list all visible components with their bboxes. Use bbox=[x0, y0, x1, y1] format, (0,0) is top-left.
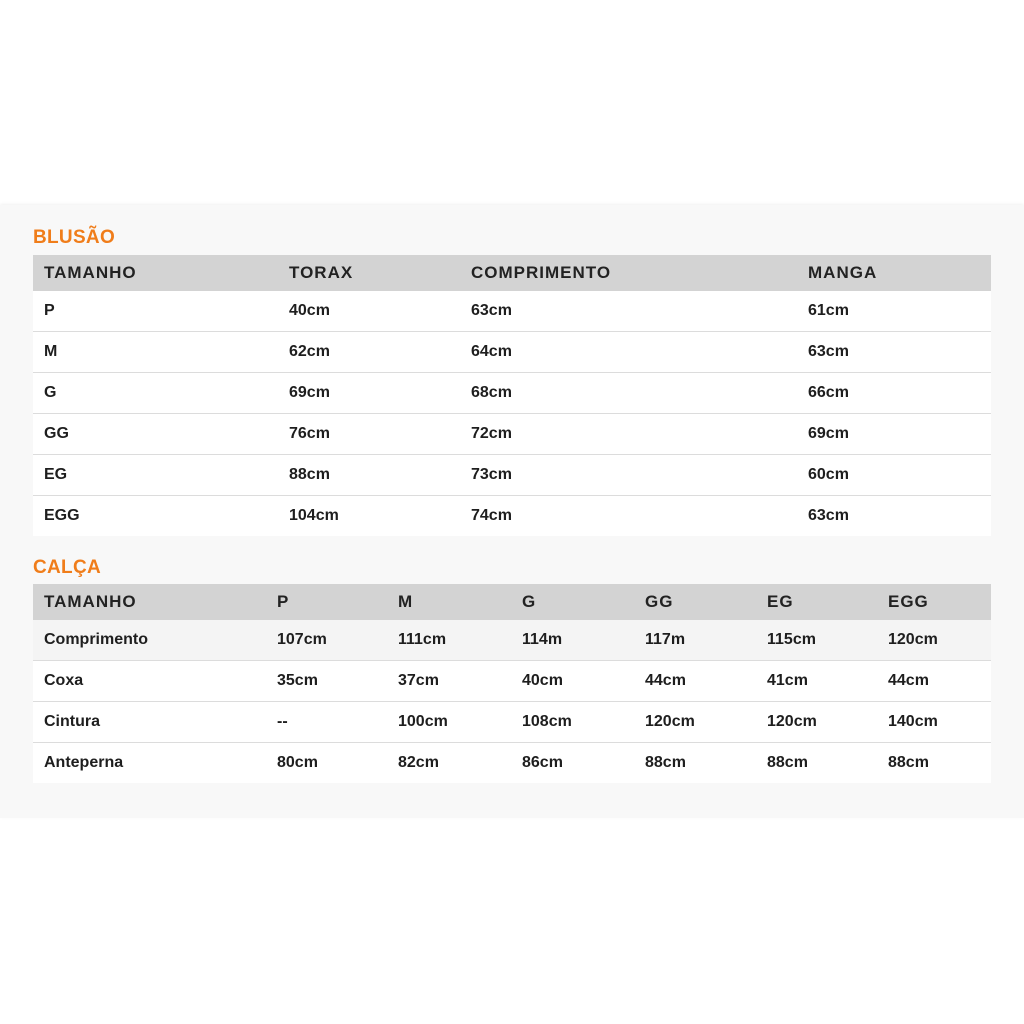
table-row bbox=[33, 373, 991, 414]
table-row bbox=[33, 496, 991, 537]
table-row bbox=[33, 332, 991, 373]
table-row bbox=[33, 620, 991, 661]
value-cell: 37cm bbox=[387, 661, 511, 702]
manga-cell: 63cm bbox=[797, 496, 991, 537]
calca-size-table bbox=[33, 584, 991, 783]
column-header-tamanho: TAMANHO bbox=[33, 584, 266, 620]
torax-cell: 88cm bbox=[278, 455, 460, 496]
blusao-section-title: BLUSÃO bbox=[33, 227, 116, 248]
value-cell: 88cm bbox=[634, 743, 756, 784]
manga-cell: 66cm bbox=[797, 373, 991, 414]
size-cell: GG bbox=[33, 414, 278, 455]
column-header-torax: TORAX bbox=[278, 255, 460, 291]
comprimento-cell: 72cm bbox=[460, 414, 797, 455]
value-cell: 44cm bbox=[877, 661, 991, 702]
value-cell: 100cm bbox=[387, 702, 511, 743]
value-cell: 44cm bbox=[634, 661, 756, 702]
measure-label-cell: Coxa bbox=[33, 661, 266, 702]
comprimento-cell: 64cm bbox=[460, 332, 797, 373]
value-cell: 120cm bbox=[877, 620, 991, 661]
measure-label-cell: Comprimento bbox=[33, 620, 266, 661]
table-row bbox=[33, 414, 991, 455]
manga-cell: 63cm bbox=[797, 332, 991, 373]
manga-cell: 61cm bbox=[797, 291, 991, 332]
value-cell: 86cm bbox=[511, 743, 634, 784]
comprimento-cell: 68cm bbox=[460, 373, 797, 414]
table-row bbox=[33, 743, 991, 784]
value-cell: -- bbox=[266, 702, 387, 743]
column-header-gg: GG bbox=[634, 584, 756, 620]
manga-cell: 60cm bbox=[797, 455, 991, 496]
value-cell: 108cm bbox=[511, 702, 634, 743]
manga-cell: 69cm bbox=[797, 414, 991, 455]
value-cell: 80cm bbox=[266, 743, 387, 784]
value-cell: 117m bbox=[634, 620, 756, 661]
comprimento-cell: 74cm bbox=[460, 496, 797, 537]
table-header-row bbox=[33, 584, 991, 620]
blusao-size-table bbox=[33, 255, 991, 536]
size-cell: G bbox=[33, 373, 278, 414]
value-cell: 114m bbox=[511, 620, 634, 661]
value-cell: 88cm bbox=[756, 743, 877, 784]
value-cell: 88cm bbox=[877, 743, 991, 784]
table-header-row bbox=[33, 255, 991, 291]
torax-cell: 40cm bbox=[278, 291, 460, 332]
column-header-g: G bbox=[511, 584, 634, 620]
torax-cell: 104cm bbox=[278, 496, 460, 537]
table-row bbox=[33, 702, 991, 743]
column-header-tamanho: TAMANHO bbox=[33, 255, 278, 291]
table-row bbox=[33, 661, 991, 702]
column-header-comprimento: COMPRIMENTO bbox=[460, 255, 797, 291]
value-cell: 115cm bbox=[756, 620, 877, 661]
column-header-p: P bbox=[266, 584, 387, 620]
size-cell: EG bbox=[33, 455, 278, 496]
value-cell: 41cm bbox=[756, 661, 877, 702]
size-cell: M bbox=[33, 332, 278, 373]
table-row bbox=[33, 455, 991, 496]
value-cell: 140cm bbox=[877, 702, 991, 743]
comprimento-cell: 73cm bbox=[460, 455, 797, 496]
value-cell: 107cm bbox=[266, 620, 387, 661]
table-row bbox=[33, 291, 991, 332]
value-cell: 35cm bbox=[266, 661, 387, 702]
size-cell: P bbox=[33, 291, 278, 332]
value-cell: 120cm bbox=[756, 702, 877, 743]
size-chart-panel bbox=[0, 205, 1024, 818]
comprimento-cell: 63cm bbox=[460, 291, 797, 332]
value-cell: 82cm bbox=[387, 743, 511, 784]
calca-section-title: CALÇA bbox=[33, 557, 101, 578]
value-cell: 40cm bbox=[511, 661, 634, 702]
column-header-eg: EG bbox=[756, 584, 877, 620]
column-header-manga: MANGA bbox=[797, 255, 991, 291]
column-header-egg: EGG bbox=[877, 584, 991, 620]
measure-label-cell: Cintura bbox=[33, 702, 266, 743]
torax-cell: 69cm bbox=[278, 373, 460, 414]
torax-cell: 76cm bbox=[278, 414, 460, 455]
value-cell: 111cm bbox=[387, 620, 511, 661]
value-cell: 120cm bbox=[634, 702, 756, 743]
torax-cell: 62cm bbox=[278, 332, 460, 373]
measure-label-cell: Anteperna bbox=[33, 743, 266, 784]
size-cell: EGG bbox=[33, 496, 278, 537]
column-header-m: M bbox=[387, 584, 511, 620]
